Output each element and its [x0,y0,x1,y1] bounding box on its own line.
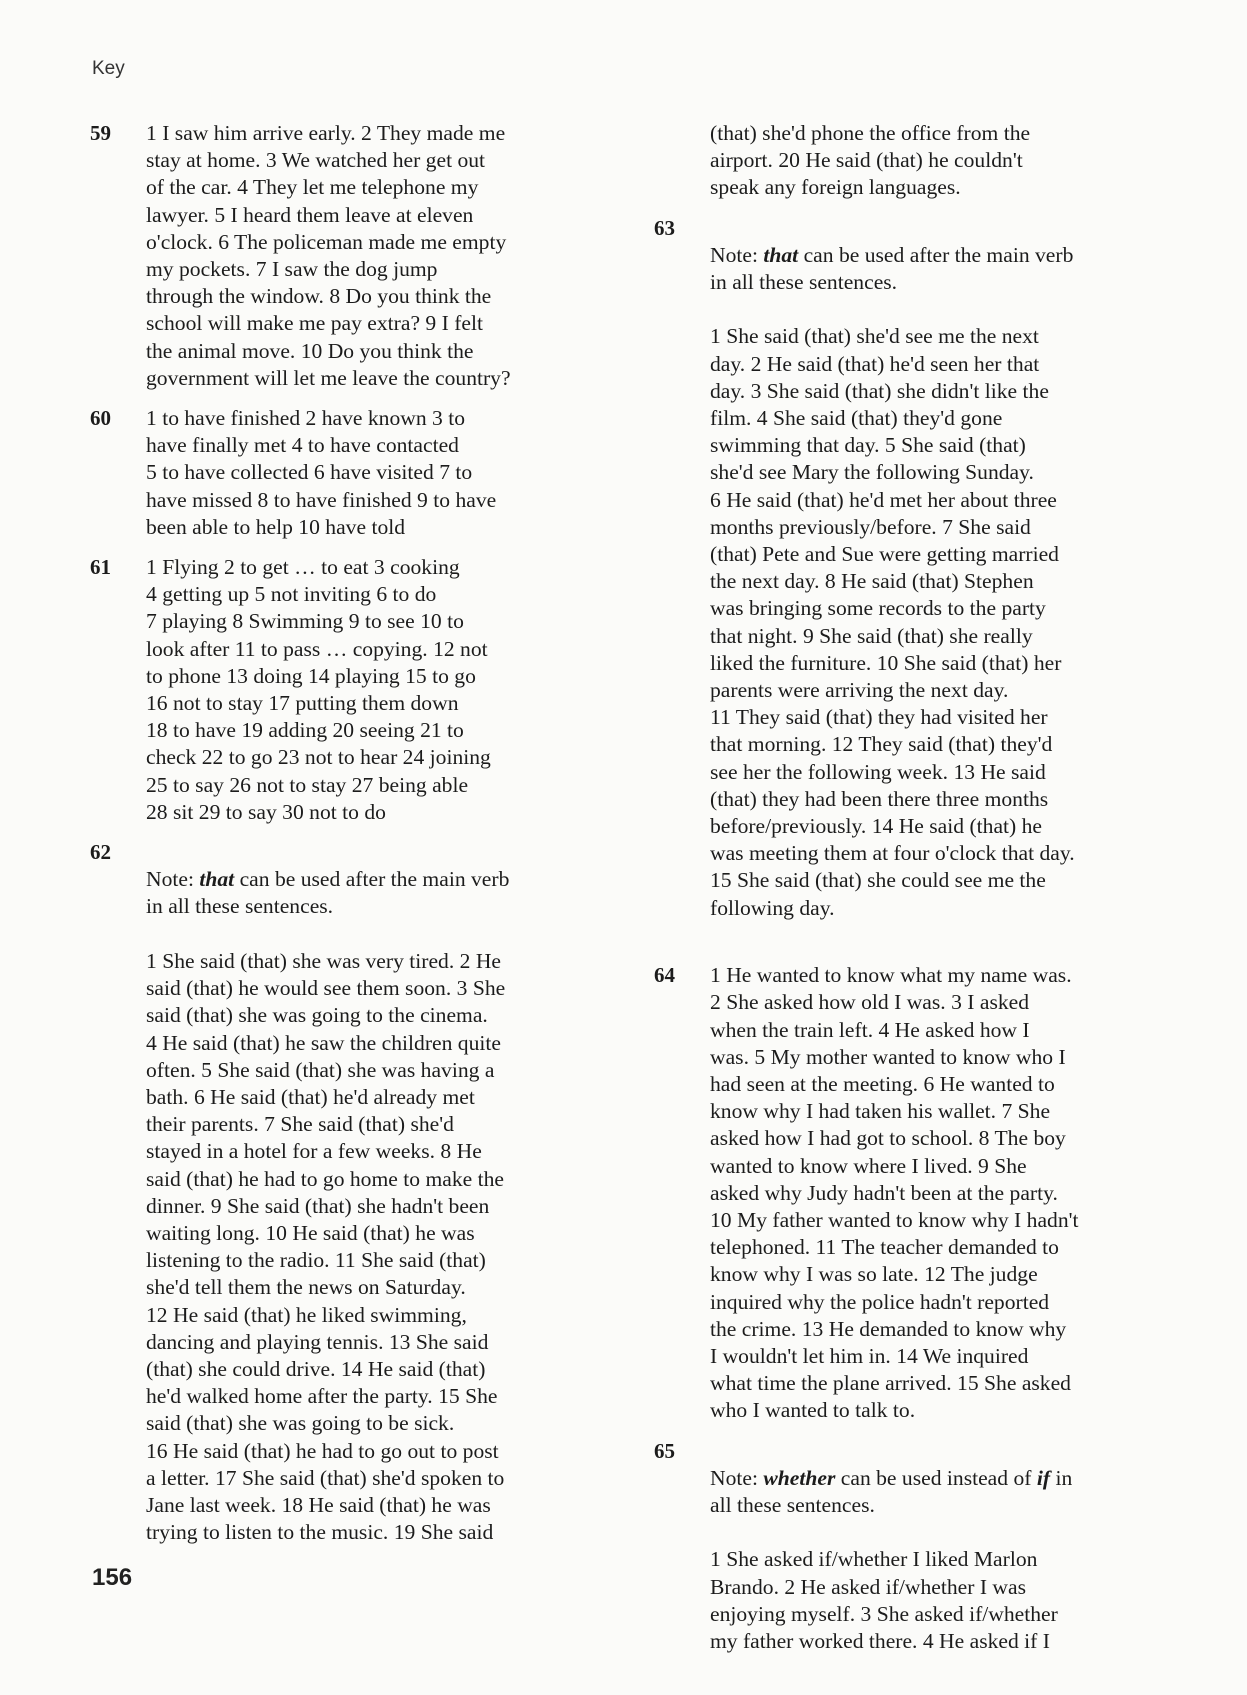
section-text: 1 I saw him arrive early. 2 They made me stay at home. 3 We watched her get out of the car. 4 They let me telephone my lawyer. 5 I heard them leave at eleven o'clock. 6 The policeman made me empty my pockets. 7 I saw the dog jump through the window. 8 Do you think the school will make me pay extra? 9 I felt the animal move. 10 Do you think the government will let me leave the country? [146,121,511,390]
answer-section-65 [654,1438,1194,1683]
answer-section-59 [90,120,615,392]
section-62-continuation: (that) she'd phone the office from the airport. 20 He said (that) he couldn't speak any foreign languages. [710,121,1031,200]
section-text: 1 Flying 2 to get … to eat 3 cooking 4 getting up 5 not inviting 6 to do 7 playing 8 Swimming 9 to see 10 to look after 11 to pass … copying. 12 not to phone 13 doing 14 playing 15 to go 16 not to stay 17 putting them down 18 to have 19 adding 20 seeing 21 to check 22 to go 23 not to hear 24 joining 25 to say 26 not to stay 27 being able 28 sit 29 to say 30 not to do [146,555,491,824]
note-keyword-2: if [1036,1465,1051,1490]
section-number: 65 [654,1438,675,1463]
answer-section-64 [654,962,1194,1424]
answer-section-63 [654,215,1194,949]
note-keyword: that [199,867,235,892]
section-body [146,839,615,1573]
right-column [654,120,1194,1695]
answer-section-61 [90,554,615,826]
note-keyword: whether [763,1465,836,1490]
note-suffix: in all these sentences. [710,1465,1073,1517]
note-middle: can be used instead of [835,1465,1037,1490]
section-text: 1 He wanted to know what my name was. 2 She asked how old I was. 3 I asked when the train left. 4 He asked how I was. 5 My mother wanted to know who I had seen at the meeting. 6 He wanted to know why I had taken his wallet. 7 She asked how I had got to school. 8 The boy wanted to know where I lived. 9 She asked why Judy hadn't been at the party. 10 My father wanted to know why I hadn't telephoned. 11 The teacher demanded to know why I was so late. 12 The judge inquired why the police hadn't reported the crime. 13 He demanded to know why I wouldn't let him in. 14 We inquired what time the plane arrived. 15 She asked who I wanted to talk to. [710,963,1079,1423]
section-number: 61 [90,555,111,580]
note-keyword: that [763,242,799,267]
note-prefix: Note: [710,242,764,267]
answer-section-60 [90,405,615,541]
note-suffix: can be used after the main verb in all these sentences. [146,867,510,919]
section-note [710,242,1194,296]
section-number: 64 [654,963,675,988]
section-number: 59 [90,121,111,145]
note-suffix: can be used after the main verb in all these sentences. [710,242,1074,295]
section-body [710,215,1194,949]
note-prefix: Note: [710,1465,764,1490]
section-body [710,1438,1194,1683]
section-number: 60 [90,406,111,431]
section-number: 63 [654,215,675,240]
section-note [710,1465,1194,1519]
running-header: Key [92,58,125,79]
section-note [146,866,615,920]
page-number: 156 [92,1564,133,1591]
section-text: 1 She said (that) she was very tired. 2 He said (that) he would see them soon. 3 She said (that) she was going to the cinema. 4 He said (that) he saw the children quite often. 5 She said (that) she was having a bath. 6 He said (that) he'd already met their parents. 7 She said (that) she'd stayed in a hotel for a few weeks. 8 He said (that) he had to go home to make the dinner. 9 She said (that) she hadn't been waiting long. 10 He said (that) he was listening to the radio. 11 She said (that) she'd tell them the news on Saturday. 12 He said (that) he liked swimming, dancing and playing tennis. 13 She said (that) she could drive. 14 He said (that) he'd walked home after the party. 15 She said (that) she was going to be sick. 16 He said (that) he had to go out to post a letter. 17 She said (that) she'd spoken to Jane last week. 18 He said (that) he was trying to listen to the music. 19 She said [146,948,506,1545]
note-prefix: Note: [146,867,200,892]
answer-section-62 [90,839,615,1573]
section-text: 1 She said (that) she'd see me the next day. 2 He said (that) he'd seen her that day. 3 She said (that) she didn't like the film. 4 She said (that) they'd gone swimming that day. 5 She said (that) she'd see Mary the following Sunday. 6 He said (that) he'd met her about three months previously/before. 7 She said (that) Pete and Sue were getting married the next day. 8 He said (that) Stephen was bringing some records to the party that night. 9 She said (that) she really liked the furniture. 10 She said (that) her parents were arriving the next day. 11 They said (that) they had visited her that morning. 12 They said (that) they'd see her the following week. 13 He said (that) they had been there three months before/previously. 14 He said (that) he was meeting them at four o'clock that day. 15 She said (that) she could see me the following day. [710,324,1075,920]
left-column [90,120,615,1587]
section-number: 62 [90,840,111,865]
section-text: 1 She asked if/whether I liked Marlon Brando. 2 He asked if/whether I was enjoying myself. 3 She asked if/whether my father worked there. 4 He asked if I [710,1547,1058,1653]
section-text: 1 to have finished 2 have known 3 to have finally met 4 to have contacted 5 to have collected 6 have visited 7 to have missed 8 to have finished 9 to have been able to help 10 have told [146,406,497,539]
